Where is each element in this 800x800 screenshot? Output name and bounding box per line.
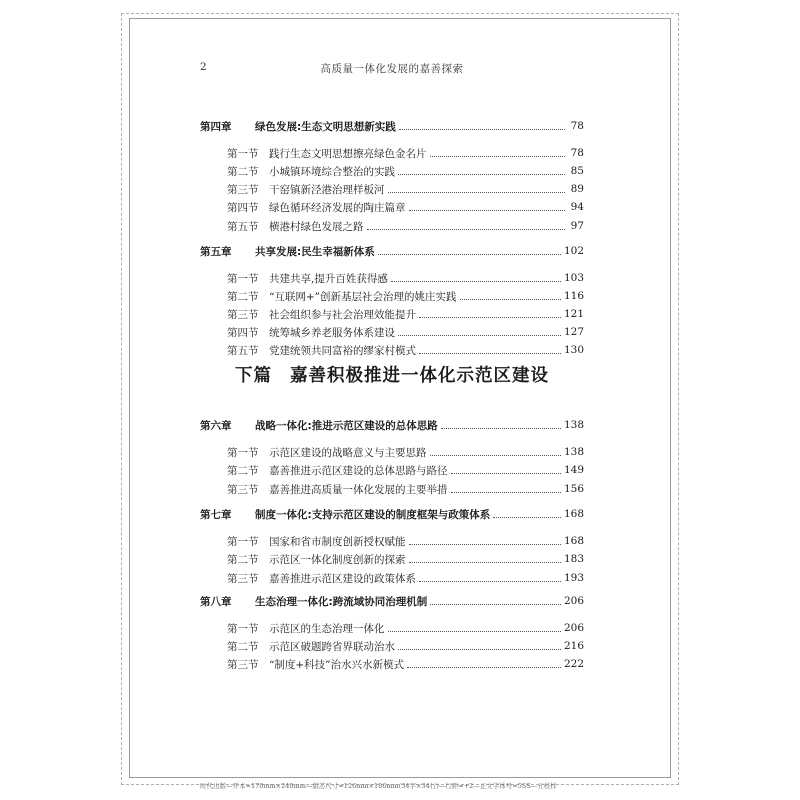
- dot-leader: [493, 517, 561, 518]
- dot-leader: [388, 631, 561, 632]
- section-label: 第五节: [227, 344, 259, 357]
- dot-leader: [407, 667, 561, 668]
- toc-section-entry: [200, 533, 584, 549]
- toc-section-entry: [200, 163, 584, 179]
- toc-chapter-entry: [200, 593, 584, 609]
- section-label: 第一节: [227, 147, 259, 160]
- page-ref: 222: [563, 658, 584, 670]
- section-label: 第三节: [227, 483, 259, 496]
- section-title: 干窑镇新泾港治理样板河: [269, 183, 385, 196]
- toc-section-entry: [200, 324, 584, 340]
- toc-section-entry: [200, 218, 584, 234]
- section-title: 国家和省市制度创新授权赋能: [269, 535, 406, 548]
- section-label: 第二节: [227, 553, 259, 566]
- section-title: 统筹城乡养老服务体系建设: [269, 326, 395, 339]
- dot-leader: [430, 156, 566, 157]
- section-title: “制度+科技”治水兴水新模式: [269, 658, 405, 671]
- chapter-label: 第七章: [200, 508, 232, 521]
- page-ref: 138: [563, 446, 584, 458]
- dot-leader: [460, 299, 561, 300]
- toc-section-entry: [200, 462, 584, 478]
- page-ref: 103: [563, 272, 584, 284]
- page-ref: 168: [563, 535, 584, 547]
- chapter-label: 第五章: [200, 245, 232, 258]
- toc-section-entry: [200, 570, 584, 586]
- page-ref: 206: [563, 595, 584, 607]
- running-title: 高质量一体化发展的嘉善探索: [320, 63, 464, 75]
- page-ref: 121: [563, 308, 584, 320]
- section-title: 党建统领共同富裕的缪家村模式: [269, 344, 416, 357]
- dot-leader: [409, 544, 561, 545]
- toc-section-entry: [200, 444, 584, 460]
- section-title: 示范区建设的战略意义与主要思路: [269, 446, 427, 459]
- section-title: 横港村绿色发展之路: [269, 220, 364, 233]
- section-label: 第一节: [227, 622, 259, 635]
- dot-leader: [398, 335, 561, 336]
- toc-section-entry: [200, 288, 584, 304]
- dot-leader: [409, 562, 561, 563]
- page-ref: 168: [563, 508, 584, 520]
- page-ref: 149: [563, 464, 584, 476]
- page-ref: 206: [563, 622, 584, 634]
- page-ref: 89: [570, 183, 584, 195]
- page-ref: 138: [563, 419, 584, 431]
- toc-section-entry: [200, 199, 584, 215]
- toc-section-entry: [200, 551, 584, 567]
- dot-leader: [419, 581, 561, 582]
- section-title: 绿色循环经济发展的陶庄篇章: [269, 201, 406, 214]
- dot-leader: [398, 174, 565, 175]
- section-title: 共建共享,提升百姓获得感: [269, 272, 388, 285]
- section-label: 第二节: [227, 640, 259, 653]
- section-title: 践行生态文明思想擦亮绿色金名片: [269, 147, 427, 160]
- section-label: 第三节: [227, 308, 259, 321]
- chapter-title: 共享发展:民生幸福新体系: [255, 245, 375, 258]
- section-title: 嘉善推进示范区建设的总体思路与路径: [269, 464, 448, 477]
- toc-chapter-entry: [200, 506, 584, 522]
- section-title: “互联网+”创新基层社会治理的姚庄实践: [269, 290, 457, 303]
- toc-section-entry: [200, 306, 584, 322]
- section-label: 第四节: [227, 201, 259, 214]
- dot-leader: [419, 317, 561, 318]
- section-label: 第五节: [227, 220, 259, 233]
- dot-leader: [388, 192, 566, 193]
- section-title: 示范区破题跨省界联动治水: [269, 640, 395, 653]
- section-label: 第三节: [227, 572, 259, 585]
- section-label: 第三节: [227, 183, 259, 196]
- chapter-label: 第六章: [200, 419, 232, 432]
- page-ref: 78: [570, 120, 584, 132]
- dot-leader: [451, 473, 561, 474]
- section-title: 小城镇环境综合整治的实践: [269, 165, 395, 178]
- page-number: 2: [200, 61, 207, 73]
- page-ref: 102: [563, 245, 584, 257]
- section-label: 第一节: [227, 272, 259, 285]
- chapter-label: 第四章: [200, 120, 232, 133]
- section-label: 第二节: [227, 165, 259, 178]
- part-title: 嘉善积极推进一体化示范区建设: [290, 366, 549, 386]
- page-ref: 97: [570, 220, 584, 232]
- page-ref: 183: [563, 553, 584, 565]
- dot-leader: [378, 254, 561, 255]
- page-ref: 216: [563, 640, 584, 652]
- part-label: 下篇: [235, 366, 272, 386]
- section-title: 嘉善推进高质量一体化发展的主要举措: [269, 483, 448, 496]
- toc-section-entry: [200, 638, 584, 654]
- chapter-title: 绿色发展:生态文明思想新实践: [255, 120, 396, 133]
- page-ref: 85: [570, 165, 584, 177]
- page-ref: 127: [563, 326, 584, 338]
- dot-leader: [391, 281, 561, 282]
- section-title: 社会组织参与社会治理效能提升: [269, 308, 416, 321]
- toc-chapter-entry: [200, 417, 584, 433]
- toc-section-entry: [200, 656, 584, 672]
- page-ref: 94: [570, 201, 584, 213]
- section-label: 第二节: [227, 464, 259, 477]
- toc-section-entry: [200, 145, 584, 161]
- dot-leader: [451, 492, 561, 493]
- dot-leader: [430, 455, 561, 456]
- section-label: 第一节: [227, 535, 259, 548]
- chapter-title: 战略一体化:推进示范区建设的总体思路: [255, 419, 438, 432]
- toc-section-entry: [200, 181, 584, 197]
- part-heading: [200, 362, 584, 388]
- section-label: 第三节: [227, 658, 259, 671]
- section-label: 第四节: [227, 326, 259, 339]
- page-ref: 78: [570, 147, 584, 159]
- dot-leader: [441, 428, 561, 429]
- toc-section-entry: [200, 270, 584, 286]
- dot-leader: [419, 353, 561, 354]
- dot-leader: [399, 129, 565, 130]
- section-title: 示范区一体化制度创新的探索: [269, 553, 406, 566]
- section-label: 第一节: [227, 446, 259, 459]
- section-title: 嘉善推进示范区建设的政策体系: [269, 572, 416, 585]
- toc-section-entry: [200, 620, 584, 636]
- page-header: [200, 61, 584, 77]
- dot-leader: [367, 229, 566, 230]
- chapter-title: 生态治理一体化:跨流域协同治理机制: [255, 595, 428, 608]
- dot-leader: [430, 604, 561, 605]
- chapter-label: 第八章: [200, 595, 232, 608]
- section-label: 第二节: [227, 290, 259, 303]
- toc-section-entry: [200, 342, 584, 358]
- section-title: 示范区的生态治理一体化: [269, 622, 385, 635]
- print-spec-footer: 时代出版—开本≈170mm×240mm—版芯尺寸≈126mm×186mm(34字×34行)—行距≈+2—正文字体号≈5SS—五校样: [200, 782, 557, 790]
- toc-section-entry: [200, 481, 584, 497]
- toc-chapter-entry: [200, 118, 584, 134]
- page-ref: 116: [563, 290, 584, 302]
- page-ref: 130: [563, 344, 584, 356]
- page-ref: 156: [563, 483, 584, 495]
- dot-leader: [409, 210, 566, 211]
- toc-chapter-entry: [200, 243, 584, 259]
- chapter-title: 制度一体化:支持示范区建设的制度框架与政策体系: [255, 508, 491, 521]
- dot-leader: [398, 649, 561, 650]
- page-ref: 193: [563, 572, 584, 584]
